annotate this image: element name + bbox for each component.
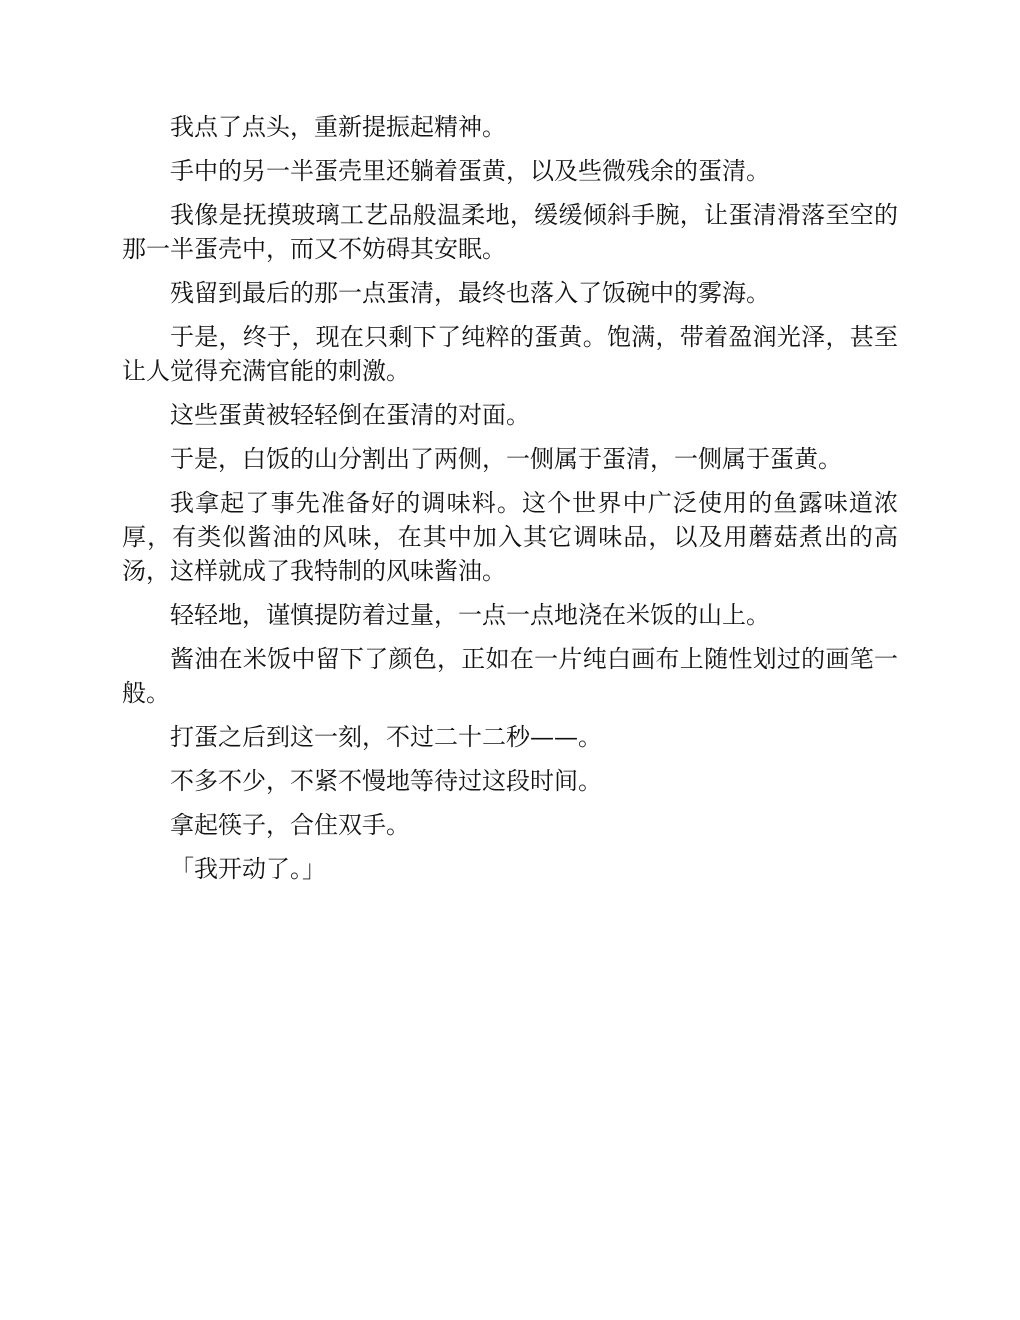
paragraph-12: 不多不少，不紧不慢地等待过这段时间。 [170,767,602,795]
paragraph-14: 「我开动了。」 [170,855,326,883]
paragraph-13: 拿起筷子，合住双手。 [170,811,410,839]
paragraph-7: 于是，白饭的山分割出了两侧，一侧属于蛋清，一侧属于蛋黄。 [170,445,842,473]
paragraph-11: 打蛋之后到这一刻，不过二十二秒——。 [170,723,602,751]
paragraph-4: 残留到最后的那一点蛋清，最终也落入了饭碗中的雾海。 [170,279,770,307]
paragraph-8: 我拿起了事先准备好的调味料。这个世界中广泛使用的鱼露味道浓厚，有类似酱油的风味，在其中加入其它调味品，以及用蘑菇煮出的高汤，这样就成了我特制的风味酱油。 [122,489,898,585]
paragraph-6: 这些蛋黄被轻轻倒在蛋清的对面。 [170,401,530,429]
paragraph-3: 我像是抚摸玻璃工艺品般温柔地，缓缓倾斜手腕，让蛋清滑落至空的那一半蛋壳中，而又不妨碍其安眠。 [122,201,898,263]
paragraph-1: 我点了点头，重新提振起精神。 [170,113,506,141]
paragraph-9: 轻轻地，谨慎提防着过量，一点一点地浇在米饭的山上。 [170,601,770,629]
document-page [122,110,898,896]
paragraph-2: 手中的另一半蛋壳里还躺着蛋黄，以及些微残余的蛋清。 [170,157,770,185]
paragraph-10: 酱油在米饭中留下了颜色，正如在一片纯白画布上随性划过的画笔一般。 [122,645,898,707]
paragraph-5: 于是，终于，现在只剩下了纯粹的蛋黄。饱满，带着盈润光泽，甚至让人觉得充满官能的刺激。 [122,323,898,385]
